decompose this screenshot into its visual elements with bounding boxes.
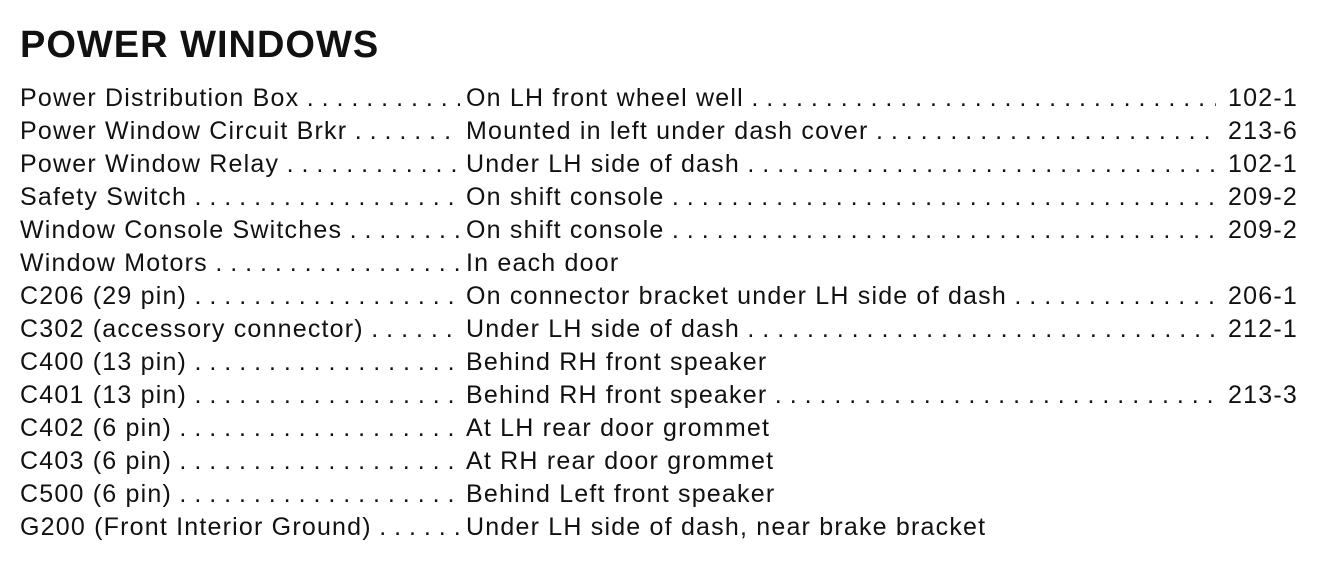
component-name: C403 (6 pin) . . .	[20, 445, 460, 478]
document-page	[20, 22, 1310, 544]
table-row	[20, 280, 1310, 313]
component-name: C402 (6 pin) . . .	[20, 412, 460, 445]
component-location: At LH rear door grommet	[466, 414, 771, 442]
component-location: On shift console . . .	[466, 181, 1216, 214]
component-location-table	[20, 82, 1310, 544]
table-row	[20, 313, 1310, 346]
page-reference: 209-2	[1228, 216, 1298, 244]
component-name: C400 (13 pin) . . .	[20, 346, 460, 379]
table-row	[20, 379, 1310, 412]
component-location: Under LH side of dash . . .	[466, 148, 1216, 181]
table-row	[20, 445, 1310, 478]
page-title: POWER WINDOWS	[20, 24, 380, 66]
component-name: Window Console Switches . . .	[20, 214, 460, 247]
page-reference: 213-6	[1228, 117, 1298, 145]
page-reference: 102-1	[1228, 150, 1298, 178]
table-row	[20, 478, 1310, 511]
component-location: Behind RH front speaker	[466, 348, 768, 376]
component-location: Behind Left front speaker	[466, 480, 776, 508]
table-row	[20, 214, 1310, 247]
component-name: G200 (Front Interior Ground) . . .	[20, 511, 460, 544]
component-location: Under LH side of dash, near brake bracket	[466, 513, 987, 541]
table-row	[20, 511, 1310, 544]
component-name: C302 (accessory connector) . . .	[20, 313, 460, 346]
table-row	[20, 346, 1310, 379]
component-location: On shift console . . .	[466, 214, 1216, 247]
component-location: At RH rear door grommet	[466, 447, 775, 475]
page-reference: 212-1	[1228, 315, 1298, 343]
component-location: Mounted in left under dash cover . . .	[466, 115, 1216, 148]
table-row	[20, 115, 1310, 148]
table-row	[20, 148, 1310, 181]
page-reference: 102-1	[1228, 84, 1298, 112]
component-name: Safety Switch . . .	[20, 181, 460, 214]
table-row	[20, 82, 1310, 115]
component-location: On LH front wheel well . . .	[466, 82, 1216, 115]
component-name: C500 (6 pin) . . .	[20, 478, 460, 511]
component-location: In each door	[466, 249, 620, 277]
component-name: Window Motors . . .	[20, 247, 460, 280]
page-reference: 209-2	[1228, 183, 1298, 211]
table-row	[20, 247, 1310, 280]
table-row	[20, 412, 1310, 445]
component-location: Behind RH front speaker . . .	[466, 379, 1216, 412]
component-name: C206 (29 pin) . . .	[20, 280, 460, 313]
component-location: On connector bracket under LH side of dash . . .	[466, 280, 1216, 313]
component-name: Power Window Circuit Brkr . . .	[20, 115, 460, 148]
component-name: Power Distribution Box . . .	[20, 82, 460, 115]
page-reference: 206-1	[1228, 282, 1298, 310]
component-name: C401 (13 pin) . . .	[20, 379, 460, 412]
page-reference: 213-3	[1228, 381, 1298, 409]
component-name: Power Window Relay . . .	[20, 148, 460, 181]
table-row	[20, 181, 1310, 214]
component-location: Under LH side of dash . . .	[466, 313, 1216, 346]
